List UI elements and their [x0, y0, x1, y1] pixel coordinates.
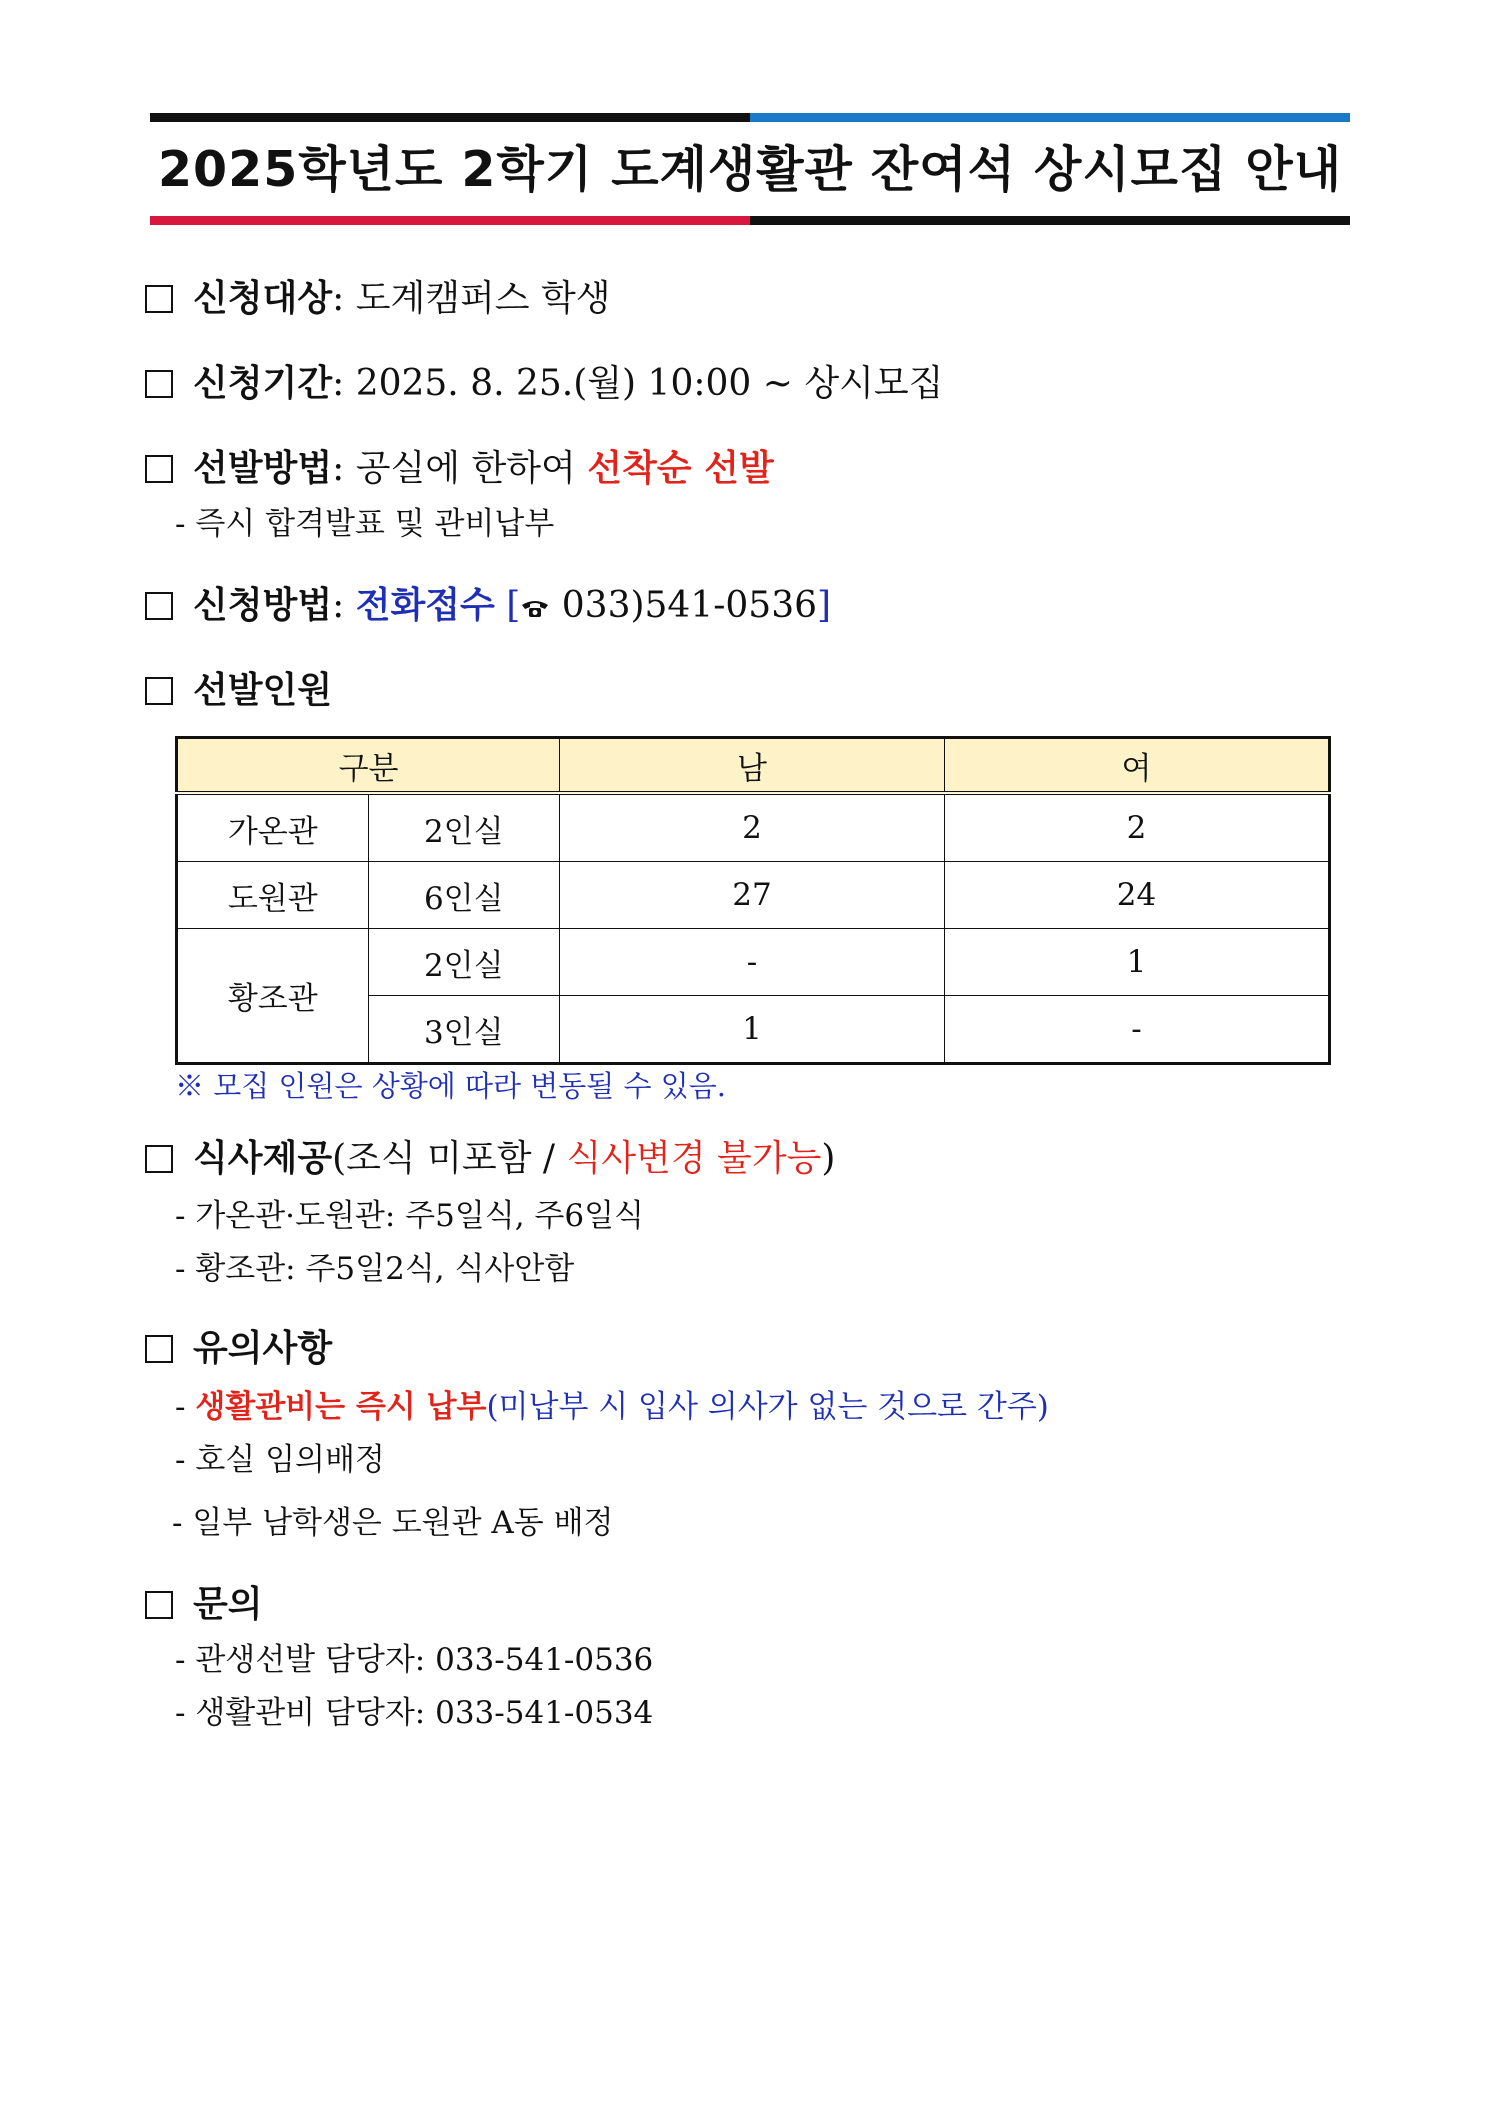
female-cell: 1: [945, 929, 1330, 996]
title-top-bar: [150, 113, 1350, 122]
section-period: 신청기간: 2025. 8. 25.(월) 10:00 ~ 상시모집: [145, 361, 943, 406]
section-quota: 선발인원: [145, 668, 332, 713]
section-selection: 선발방법: 공실에 한하여 선착순 선발: [145, 446, 774, 491]
section-notes: 유의사항: [145, 1326, 332, 1371]
room-cell: 2인실: [368, 793, 560, 862]
table-row: [177, 862, 1330, 929]
male-cell: 2: [560, 793, 945, 862]
checkbox-icon: [145, 1335, 173, 1363]
room-cell: 6인실: [368, 862, 560, 929]
section-meal: 식사제공(조식 미포함 / 식사변경 불가능): [145, 1136, 835, 1181]
contact-sub: - 생활관비 담당자: 033-541-0534: [175, 1695, 654, 1731]
room-cell: 3인실: [368, 996, 560, 1064]
room-cell: 2인실: [368, 929, 560, 996]
table-note: ※ 모집 인원은 상황에 따라 변동될 수 있음.: [175, 1069, 726, 1103]
quota-table: [175, 736, 1331, 1065]
female-cell: 24: [945, 862, 1330, 929]
title-bottom-bar: [150, 216, 1350, 225]
contact-sub: - 관생선발 담당자: 033-541-0536: [175, 1642, 654, 1678]
selection-sub: - 즉시 합격발표 및 관비납부: [175, 506, 555, 542]
building-cell: 도원관: [177, 862, 369, 929]
header-male: 남: [560, 738, 945, 794]
building-cell: 황조관: [177, 929, 369, 1064]
checkbox-icon: [145, 1145, 173, 1173]
checkbox-icon: [145, 677, 173, 705]
meal-sub: - 황조관: 주5일2식, 식사안함: [175, 1251, 575, 1287]
male-cell: 1: [560, 996, 945, 1064]
male-cell: 27: [560, 862, 945, 929]
building-cell: 가온관: [177, 793, 369, 862]
notes-sub: - 호실 임의배정: [175, 1442, 385, 1478]
telephone-icon: [520, 597, 550, 619]
table-row: [177, 793, 1330, 862]
section-apply: 신청방법: 전화접수 [ 033)541-0536]: [145, 583, 831, 628]
female-cell: -: [945, 996, 1330, 1064]
table-row: [177, 929, 1330, 996]
female-cell: 2: [945, 793, 1330, 862]
table-header-row: [177, 738, 1330, 794]
page-title: 2025학년도 2학기 도계생활관 잔여석 상시모집 안내: [157, 141, 1343, 198]
header-category: 구분: [177, 738, 560, 794]
checkbox-icon: [145, 370, 173, 398]
notes-sub: - 일부 남학생은 도원관 A동 배정: [172, 1505, 614, 1541]
checkbox-icon: [145, 455, 173, 483]
checkbox-icon: [145, 592, 173, 620]
male-cell: -: [560, 929, 945, 996]
section-target: 신청대상: 도계캠퍼스 학생: [145, 276, 611, 321]
checkbox-icon: [145, 1591, 173, 1619]
notes-sub: - 생활관비는 즉시 납부(미납부 시 입사 의사가 없는 것으로 간주): [175, 1389, 1049, 1425]
checkbox-icon: [145, 285, 173, 313]
meal-sub: - 가온관·도원관: 주5일식, 주6일식: [175, 1198, 644, 1234]
section-contact: 문의: [145, 1582, 263, 1627]
header-female: 여: [945, 738, 1330, 794]
